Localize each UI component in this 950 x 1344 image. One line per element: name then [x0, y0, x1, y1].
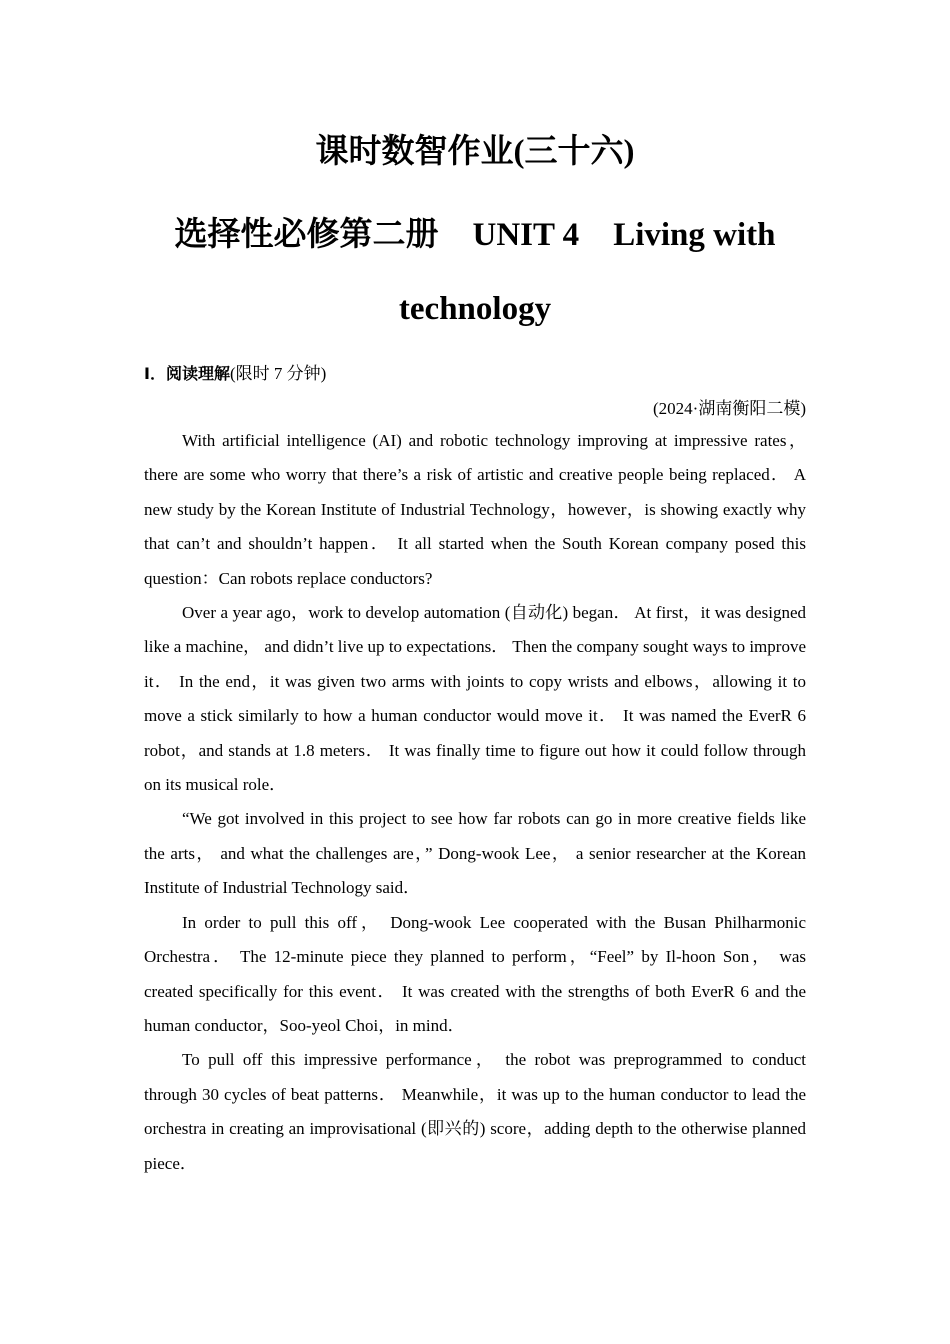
document-page [144, 126, 806, 1181]
passage-paragraph: In order to pull this off， Dong-wook Lee cooperated with the Busan Philharmonic Orchestra． The 12-minute piece they planned to perform，“Feel” by Il-hoon Son， was created specifically for this event． It was created with the strengths of both EverR 6 and the human conductor，Soo-yeol Choi，in mind． [144, 912, 806, 1035]
page-subtitle [144, 198, 806, 346]
section-heading [144, 360, 806, 388]
title-line-1: 课时数智作业(三十六) [315, 134, 635, 170]
subtitle-unit: UNIT 4 [472, 217, 580, 253]
passage-paragraph: Over a year ago，work to develop automation (自动化) began． At first，it was designed like a machine， and didn’t live up to expectations． Then the company sought ways to improve it． In the end，it was given two arms with joints to copy wrists and elbows，allowing it to move a stick similarly to how a human conductor would move it． It was named the EverR 6 robot，and stands at 1.8 meters． It was finally time to figure out how it could follow through on its musical role． [144, 603, 806, 795]
passage-source: (2024·湖南衡阳二模) [653, 399, 806, 418]
page-title [144, 126, 806, 178]
reading-passage [144, 424, 806, 1181]
section-time-limit: (限时 7 分钟) [229, 364, 327, 383]
subtitle-book: 选择性必修第二册 [174, 217, 439, 253]
section-label: Ⅰ．阅读理解 [144, 364, 230, 383]
passage-paragraph: With artificial intelligence (AI) and robotic technology improving at impressive rates，there are some who worry that there’s a risk of artistic and creative people being replaced． A new study by the Korean Institute of Industrial Technology，however，is showing exactly why that can’t and shouldn’t happen． It all started when the South Korean company posed this question：Can robots replace conductors? [144, 431, 806, 588]
passage-paragraph: To pull off this impressive performance， the robot was preprogrammed to conduct through 30 cycles of beat patterns． Meanwhile，it was up to the human conductor to lead the orchestra in creating an improvisational (即兴的) score，adding depth to the otherwise planned piece． [144, 1050, 806, 1173]
subtitle-topic: Living with technology [398, 217, 776, 327]
passage-paragraph: “We got involved in this project to see how far robots can go in more creative fields like the arts， and what the challenges are，” Dong-wook Lee， a senior researcher at the Korean Institute of Industrial Technology said． [144, 809, 806, 898]
